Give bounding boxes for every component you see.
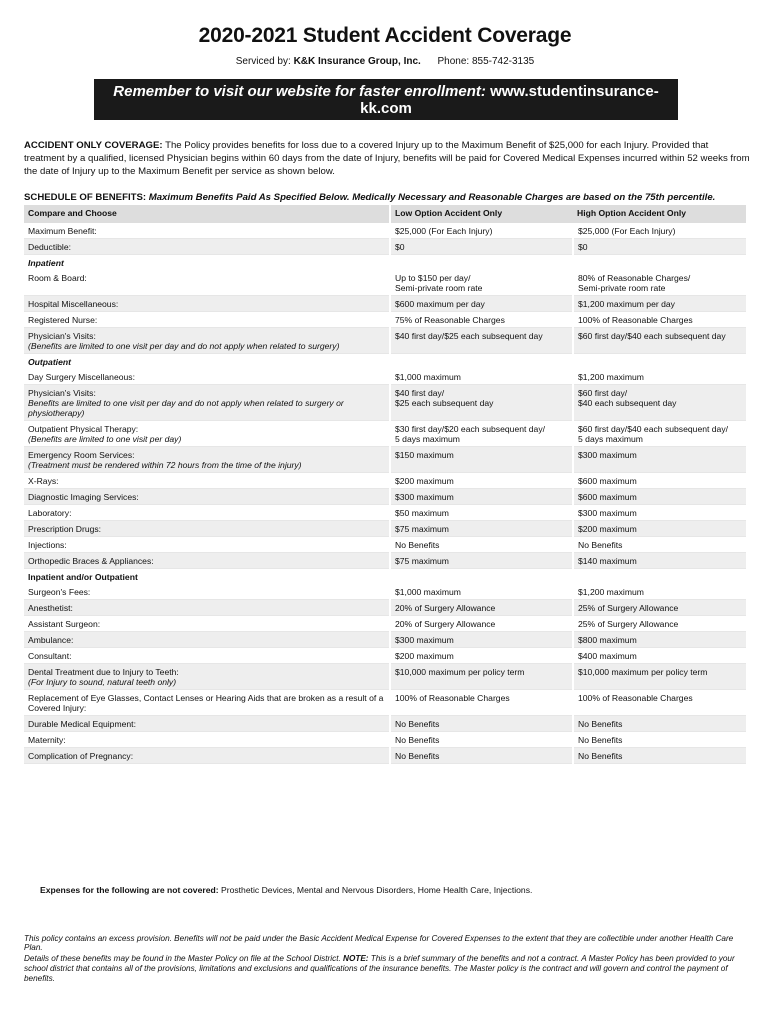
intro-lead: ACCIDENT ONLY COVERAGE: [24, 140, 163, 151]
high-option-value: $300 maximum [573, 447, 746, 473]
low-option-value: No Benefits [390, 537, 573, 553]
low-option-value: $300 maximum [390, 489, 573, 505]
section-empty-cell [573, 569, 746, 585]
table-row [24, 223, 746, 239]
table-row [24, 600, 746, 616]
benefit-label: Physician's Visits: [28, 388, 96, 398]
section-empty-cell [390, 255, 573, 271]
table-row [24, 270, 746, 296]
section-empty-cell [390, 354, 573, 370]
table-row [24, 748, 746, 764]
section-empty-cell [573, 354, 746, 370]
table-header-cell: High Option Accident Only [573, 205, 746, 223]
section-header-row [24, 569, 746, 585]
high-option-value: $200 maximum [573, 521, 746, 537]
benefit-label-cell [24, 584, 390, 600]
serviced-by [0, 56, 770, 67]
high-option-value: No Benefits [573, 748, 746, 764]
table-row [24, 632, 746, 648]
intro-text: The Policy provides benefits for loss due to a covered Injury up to the Maximum Benefit of $25,000 for each Injury. Provided that treatment by a qualified, licensed Physician begins within 60 days from the date of Injury, benefits will be paid for Covered Medical Expenses incurred within 52 weeks from the date of Injury up to the Maximum Benefit per service as shown below. [24, 140, 750, 177]
low-option-value: No Benefits [390, 748, 573, 764]
benefit-label-cell [24, 648, 390, 664]
high-option-value: 25% of Surgery Allowance [573, 616, 746, 632]
company-name: K&K Insurance Group, Inc. [293, 56, 421, 67]
section-title: Inpatient [24, 255, 390, 271]
high-option-value: $60 first day/$40 each subsequent day [573, 328, 746, 354]
benefit-label-cell [24, 521, 390, 537]
low-option-value: $40 first day/ $25 each subsequent day [390, 385, 573, 421]
benefit-label-cell [24, 537, 390, 553]
table-row [24, 473, 746, 489]
benefit-label: Durable Medical Equipment: [28, 719, 136, 729]
table-row [24, 648, 746, 664]
benefit-label-cell [24, 489, 390, 505]
table-row [24, 716, 746, 732]
benefit-label: Physician's Visits: [28, 331, 96, 341]
benefit-label-cell [24, 270, 390, 296]
website-banner [94, 79, 678, 133]
low-option-value: $150 maximum [390, 447, 573, 473]
schedule-lead: SCHEDULE OF BENEFITS: [24, 192, 147, 203]
policy-details [24, 954, 754, 984]
high-option-value: $600 maximum [573, 473, 746, 489]
accident-coverage-intro [24, 139, 750, 178]
high-option-value: No Benefits [573, 716, 746, 732]
banner-line-2: Online Enrollment—Secured Accident Coverage can be purchased any time throughout the year. [101, 119, 671, 133]
benefit-label-cell [24, 632, 390, 648]
excess-provision: This policy contains an excess provision. Benefits will not be paid under the Basic Accident Medical Expense for Covered Expenses to the extent that they are collectible under another Health Care Plan. [24, 934, 734, 952]
benefit-label: Laboratory: [28, 508, 72, 518]
benefit-label: Day Surgery Miscellaneous: [28, 372, 135, 382]
low-option-value: $75 maximum [390, 553, 573, 569]
table-row [24, 537, 746, 553]
high-option-value: $140 maximum [573, 553, 746, 569]
low-option-value: 20% of Surgery Allowance [390, 616, 573, 632]
high-option-value: 100% of Reasonable Charges [573, 690, 746, 716]
benefit-label: Diagnostic Imaging Services: [28, 492, 139, 502]
benefit-label: Surgeon's Fees: [28, 587, 91, 597]
high-option-value: $1,200 maximum [573, 584, 746, 600]
low-option-value: $0 [390, 239, 573, 255]
table-row [24, 521, 746, 537]
section-title: Outpatient [24, 354, 390, 370]
table-row [24, 616, 746, 632]
benefit-note: Benefits are limited to one visit per day and do not apply when related to surgery or physiotherapy) [28, 398, 344, 418]
benefit-label: Injections: [28, 540, 67, 550]
benefits-table [24, 205, 746, 764]
table-row [24, 664, 746, 690]
benefit-label-cell [24, 369, 390, 385]
benefit-label: Consultant: [28, 651, 72, 661]
details-text-1: Details of these benefits may be found in the Master Policy on file at the School District. [24, 954, 341, 963]
benefit-label: Maximum Benefit: [28, 226, 97, 236]
benefit-label-cell [24, 239, 390, 255]
table-row [24, 369, 746, 385]
low-option-value: $1,000 maximum [390, 584, 573, 600]
benefit-label-cell [24, 223, 390, 239]
page-title: 2020-2021 Student Accident Coverage [198, 24, 572, 47]
high-option-value: $0 [573, 239, 746, 255]
table-header-cell: Compare and Choose [24, 205, 390, 223]
table-row [24, 584, 746, 600]
benefit-label-cell [24, 385, 390, 421]
high-option-value: $1,200 maximum per day [573, 296, 746, 312]
benefit-label: Outpatient Physical Therapy: [28, 424, 139, 434]
benefit-label: Ambulance: [28, 635, 74, 645]
benefit-label: Orthopedic Braces & Appliances: [28, 556, 154, 566]
benefit-label: Complication of Pregnancy: [28, 751, 134, 761]
not-covered-expenses [40, 885, 532, 895]
low-option-value: $40 first day/$25 each subsequent day [390, 328, 573, 354]
low-option-value: $50 maximum [390, 505, 573, 521]
section-empty-cell [573, 255, 746, 271]
high-option-value: $400 maximum [573, 648, 746, 664]
low-option-value: $1,000 maximum [390, 369, 573, 385]
expenses-lead: Expenses for the following are not covered: [40, 885, 219, 895]
low-option-value: Up to $150 per day/ Semi-private room rate [390, 270, 573, 296]
benefit-label: Registered Nurse: [28, 315, 98, 325]
high-option-value: $60 first day/ $40 each subsequent day [573, 385, 746, 421]
table-row [24, 385, 746, 421]
serviced-label: Serviced by: [235, 56, 291, 67]
high-option-value: $800 maximum [573, 632, 746, 648]
benefit-label: Anesthetist: [28, 603, 73, 613]
section-empty-cell [390, 569, 573, 585]
benefit-label: Prescription Drugs: [28, 524, 102, 534]
benefit-label-cell [24, 421, 390, 447]
benefit-label-cell [24, 505, 390, 521]
high-option-value: $600 maximum [573, 489, 746, 505]
details-note-lead: NOTE: [343, 954, 369, 963]
benefit-label: X-Rays: [28, 476, 59, 486]
benefit-label-cell [24, 473, 390, 489]
section-title: Inpatient and/or Outpatient [24, 569, 390, 585]
high-option-value: 80% of Reasonable Charges/ Semi-private room rate [573, 270, 746, 296]
high-option-value: 100% of Reasonable Charges [573, 312, 746, 328]
low-option-value: $200 maximum [390, 473, 573, 489]
benefit-label-cell [24, 296, 390, 312]
high-option-value: $60 first day/$40 each subsequent day/ 5 days maximum [573, 421, 746, 447]
high-option-value: $300 maximum [573, 505, 746, 521]
schedule-text: Maximum Benefits Paid As Specified Below. Medically Necessary and Reasonable Charges are based on the 75th percentile. [148, 192, 716, 203]
low-option-value: $75 maximum [390, 521, 573, 537]
table-row [24, 312, 746, 328]
benefit-label: Maternity: [28, 735, 66, 745]
benefit-note: (Treatment must be rendered within 72 hours from the time of the injury) [28, 460, 302, 470]
benefit-label-cell [24, 312, 390, 328]
benefit-note: (Benefits are limited to one visit per day and do not apply when related to surgery) [28, 341, 340, 351]
banner-reminder: Remember to visit our website for faster enrollment: [113, 83, 486, 100]
benefit-note: (Benefits are limited to one visit per day) [28, 434, 182, 444]
high-option-value: 25% of Surgery Allowance [573, 600, 746, 616]
benefit-note: (For Injury to sound, natural teeth only) [28, 677, 177, 687]
benefit-label: Hospital Miscellaneous: [28, 299, 119, 309]
low-option-value: 100% of Reasonable Charges [390, 690, 573, 716]
low-option-value: $300 maximum [390, 632, 573, 648]
benefit-label-cell [24, 616, 390, 632]
details-text-2: This is a brief summary of the benefits and not a contract. A Master Policy has been provided to your school district that contains all of the provisions, limitations and exclusions and qualifications of the insurance benefits. The Master policy is the contract and will govern and control the payment of benefits. [24, 954, 735, 983]
table-row [24, 421, 746, 447]
low-option-value: 75% of Reasonable Charges [390, 312, 573, 328]
benefit-label: Emergency Room Services: [28, 450, 135, 460]
table-row [24, 732, 746, 748]
table-row [24, 328, 746, 354]
low-option-value: No Benefits [390, 732, 573, 748]
high-option-value: No Benefits [573, 537, 746, 553]
table-row [24, 553, 746, 569]
table-row [24, 489, 746, 505]
benefit-label: Room & Board: [28, 273, 87, 283]
benefit-label-cell [24, 690, 390, 716]
table-row [24, 690, 746, 716]
benefit-label: Replacement of Eye Glasses, Contact Lenses or Hearing Aids that are broken as a result of a Covered Injury: [28, 693, 384, 713]
phone-number: Phone: 855-742-3135 [437, 56, 535, 67]
benefit-label-cell [24, 732, 390, 748]
low-option-value: $25,000 (For Each Injury) [390, 223, 573, 239]
section-header-row [24, 255, 746, 271]
benefit-label: Assistant Surgeon: [28, 619, 101, 629]
benefit-label: Dental Treatment due to Injury to Teeth: [28, 667, 179, 677]
benefit-label-cell [24, 716, 390, 732]
benefit-label-cell [24, 447, 390, 473]
benefit-label-cell [24, 748, 390, 764]
benefit-label-cell [24, 328, 390, 354]
table-row [24, 239, 746, 255]
table-row [24, 447, 746, 473]
benefit-label-cell [24, 600, 390, 616]
benefit-label: Deductible: [28, 242, 71, 252]
table-row [24, 296, 746, 312]
low-option-value: $30 first day/$20 each subsequent day/ 5 days maximum [390, 421, 573, 447]
high-option-value: $1,200 maximum [573, 369, 746, 385]
table-header-row [24, 205, 746, 223]
schedule-of-benefits [24, 192, 750, 203]
benefit-label-cell [24, 553, 390, 569]
low-option-value: No Benefits [390, 716, 573, 732]
table-header-cell: Low Option Accident Only [390, 205, 573, 223]
low-option-value: $200 maximum [390, 648, 573, 664]
website-link[interactable]: www.studentinsurance-kk.com [360, 83, 659, 117]
low-option-value: $10,000 maximum per policy term [390, 664, 573, 690]
table-row [24, 505, 746, 521]
expenses-text: Prosthetic Devices, Mental and Nervous Disorders, Home Health Care, Injections. [220, 885, 533, 895]
section-header-row [24, 354, 746, 370]
low-option-value: 20% of Surgery Allowance [390, 600, 573, 616]
high-option-value: $25,000 (For Each Injury) [573, 223, 746, 239]
benefit-label-cell [24, 664, 390, 690]
high-option-value: $10,000 maximum per policy term [573, 664, 746, 690]
banner-line-1 [94, 83, 678, 117]
high-option-value: No Benefits [573, 732, 746, 748]
low-option-value: $600 maximum per day [390, 296, 573, 312]
